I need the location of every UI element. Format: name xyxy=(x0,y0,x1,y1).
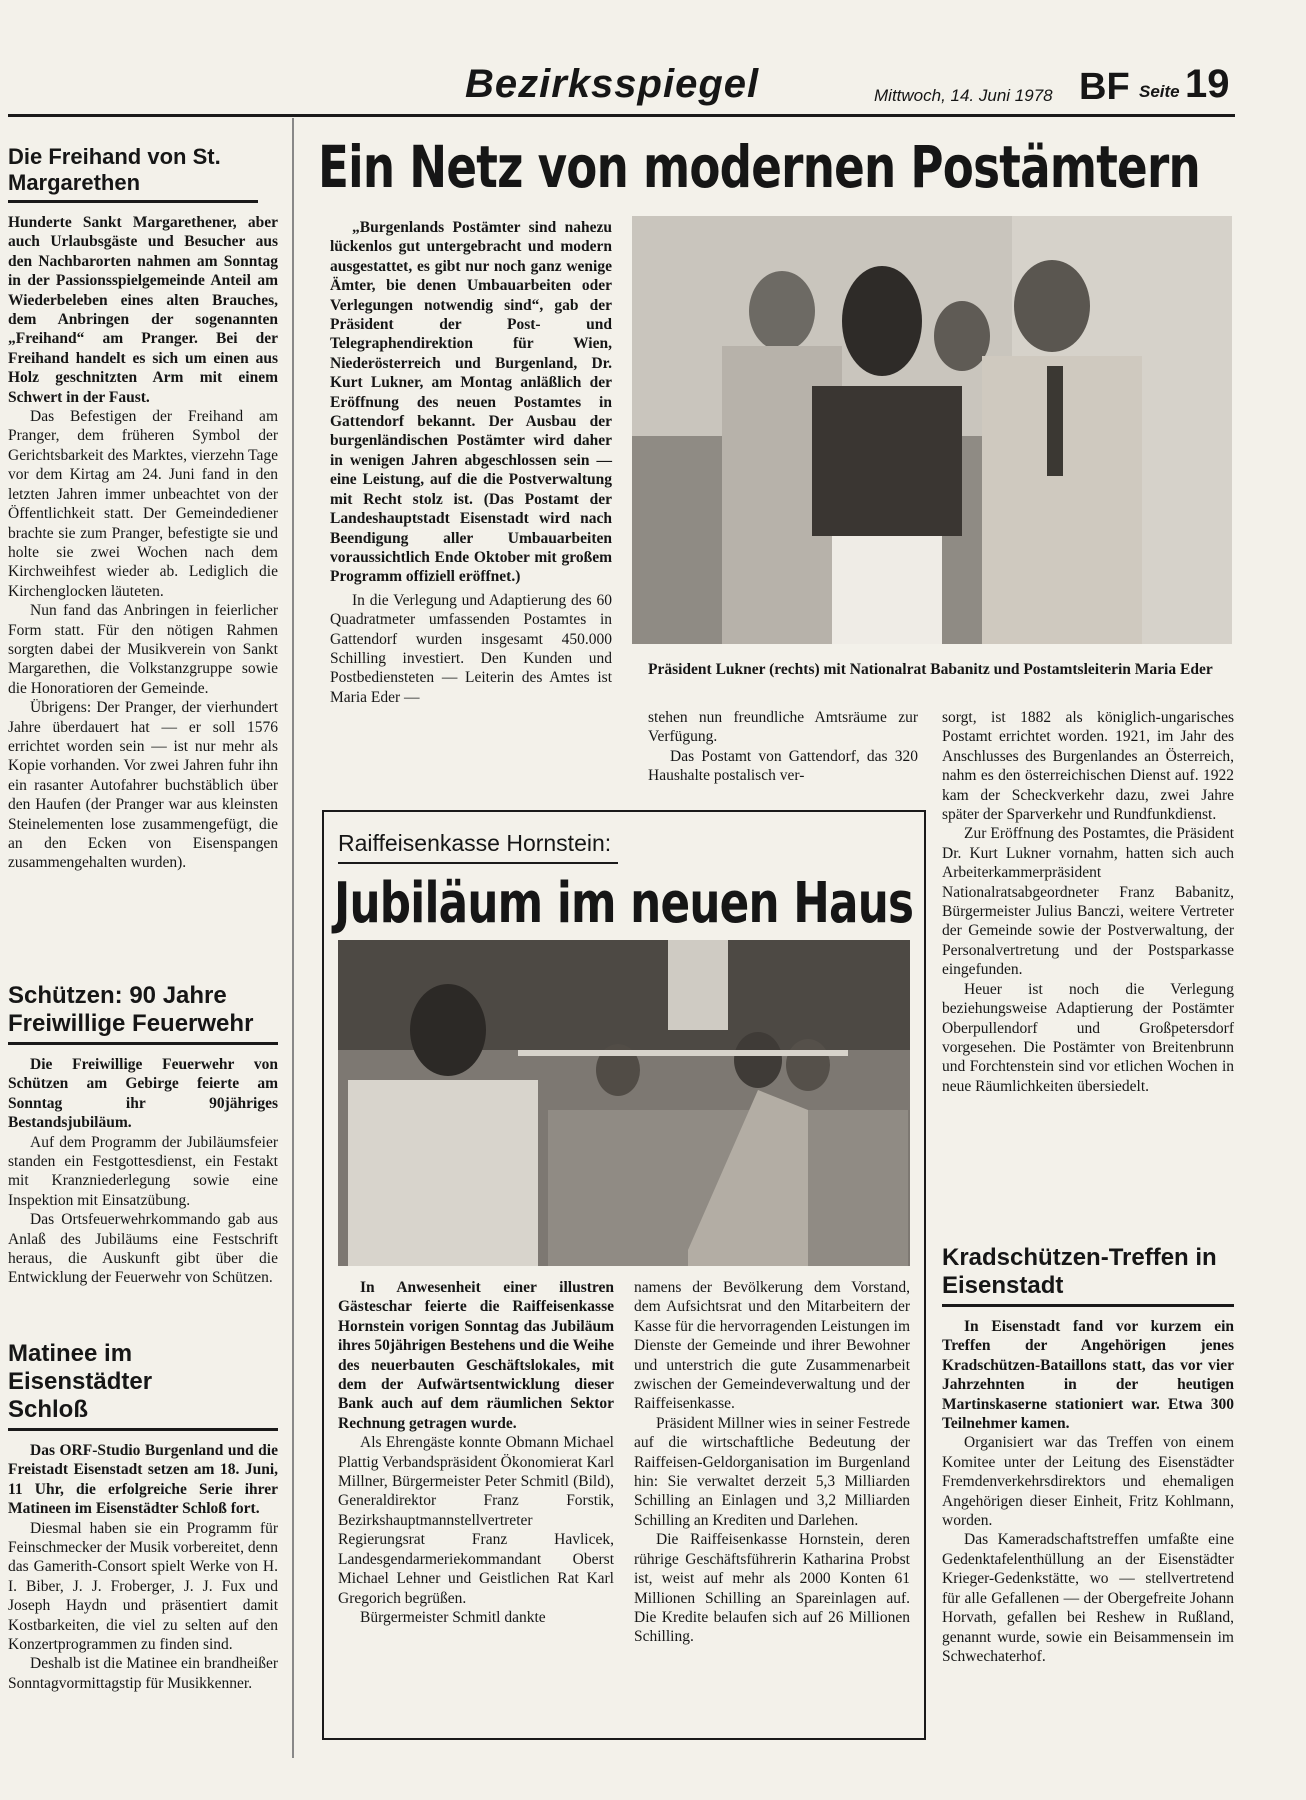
headline-rule xyxy=(8,1042,278,1045)
headline-rule xyxy=(8,200,258,203)
issue-date: Mittwoch, 14. Juni 1978 xyxy=(874,86,1053,105)
freihand-article xyxy=(8,144,278,873)
raiffeisen-box xyxy=(322,810,926,1740)
matinee-headline: Matinee im Eisenstädter Schloß xyxy=(8,1340,153,1423)
matinee-body xyxy=(8,1441,278,1693)
postamt-right-column xyxy=(942,708,1234,1096)
postamt-paragraph: sorgt, ist 1882 als königlich-ungarisches Postamt errichtet worden. 1921, im Jahr des Anschlusses des Burgenlandes an Österreich, nahm es den österreichischen Dienst auf. 1922 kam der Scheckverkehr dazu, zwei Jahre später der Sparverkehr und Rundfunkdienst. xyxy=(942,709,1234,824)
raiffeisen-right-column xyxy=(634,1278,910,1647)
raiffeisen-paragraph: Präsident Millner wies in seiner Festrede auf die wirtschaftliche Bedeutung der Raiffeisen-Geldorganisation im Burgenland hin: Sie verwaltet derzeit 5,3 Milliarden Schilling an Einlagen und 3,2 Milliarden Schilling an Krediten und Darlehen. xyxy=(634,1414,910,1529)
postamt-headline: Ein Netz von modernen Postämtern xyxy=(318,133,1200,201)
section-title: Bezirksspiegel xyxy=(465,62,760,106)
matinee-article xyxy=(8,1340,278,1693)
page-number: 19 xyxy=(1185,62,1230,106)
raiffeisen-lead: In Anwesenheit einer illustren Gästeschar feierte die Raiffeisenkasse Hornstein vorigen Sonntag das Jubiläum ihres 50jährigen Bestehens und die Weihe des neuerbauten Geschäftslokales, mit dem der Aufwärtsentwicklung dieser Bank auch auf dem räumlichen Sektor Rechnung getragen wurde. xyxy=(338,1279,614,1432)
schuetzen-headline: Schützen: 90 Jahre Freiwillige Feuerwehr xyxy=(8,982,254,1037)
raiffeisen-paragraph: Bürgermeister Schmitl dankte xyxy=(360,1608,546,1626)
headline-rule xyxy=(942,1304,1234,1307)
schuetzen-paragraph: Das Ortsfeuerwehrkommando gab aus Anlaß des Jubiläums eine Festschrift heraus, die Auskunft gibt über die Entwicklung der Feuerwehr von Schützen. xyxy=(8,1211,278,1287)
photo-graphic xyxy=(632,216,1232,644)
postamt-paragraph: Das Postamt von Gattendorf, das 320 Haushalte postalisch ver- xyxy=(648,747,918,785)
raiffeisen-paragraph: namens der Bevölkerung dem Vorstand, dem Aufsichtsrat und den Mitarbeitern der Kasse für die hervorragenden Leistungen im Dienste der Gemeinde und ihrer Bewohner und unterstrich die gute Zusammenarbeit zwischen der Gemeindeverwaltung und der Raiffeisenkasse. xyxy=(634,1279,910,1413)
photo-graphic xyxy=(338,940,910,1266)
kradschuetzen-paragraph: Das Kameradschaftstreffen umfaßte eine Gedenktafelenthüllung an der Eisenstädter Krieger-Gedenkstätte, wo — stellvertretend für alle Gefallenen — der Obergefreite Johann Horvath, gefallen bei Reshew in Rußland, genannt wurde, sowie ein Beisammensein im Schwechaterhof. xyxy=(942,1531,1234,1665)
raiffeisen-paragraph: Als Ehrengäste konnte Obmann Michael Plattig Verbandspräsident Ökonomierat Karl Millner, Bürgermeister Peter Schmitl (Bild), Generaldirektor Franz Forstik, Bezirkshauptmannstellvertreter Regierungsrat Franz Havlicek, Landesgendarmeriekommandant Oberst Michael Lehner und Geistlichen Rat Karl Gregorich begrüßen. xyxy=(338,1434,614,1607)
raiffeisen-left-column xyxy=(338,1278,614,1627)
schuetzen-paragraph: Auf dem Programm der Jubiläumsfeier standen ein Festgottesdienst, ein Festakt mit Kranzniederlegung sowie eine Inspektion mit Einsatzübung. xyxy=(8,1133,278,1209)
raiffeisen-headline: Jubiläum im neuen Haus xyxy=(334,871,914,936)
matinee-paragraph: Deshalb ist die Matinee ein brandheißer Sonntagvormittagstip für Musikkenner. xyxy=(8,1655,278,1692)
matinee-lead: Das ORF-Studio Burgenland und die Freistadt Eisenstadt setzen am 18. Juni, 11 Uhr, die erfolgreiche Serie ihrer Matineen im Eisenstädter Schloß fort. xyxy=(8,1442,278,1518)
freihand-paragraph: Nun fand das Anbringen in feierlicher Form statt. Für den nötigen Rahmen sorgten dabei der Musikverein von Sankt Margarethen, die Volkstanzgruppe sowie die Honoratioren der Gemeinde. xyxy=(8,602,278,697)
paper-logo: BF xyxy=(1079,66,1130,108)
kradschuetzen-paragraph: Organisiert war das Treffen von einem Komitee unter der Leitung des Eisenstädter Fremdenverkehrsdirektors und ehemaligen Angehörigen dieser Einheit, Fritz Kohlmann, worden. xyxy=(942,1434,1234,1530)
freihand-headline: Die Freihand von St. Margarethen xyxy=(8,144,221,195)
raiffeisen-paragraph: Die Raiffeisenkasse Hornstein, deren rührige Geschäftsführerin Katharina Probst ist, weist auf mehr als 2000 Konten 61 Millionen Schilling an Spareinlagen auf. Die Kredite belaufen sich auf 26 Millionen Schilling. xyxy=(634,1531,910,1646)
postamt-paragraph: Heuer ist noch die Verlegung beziehungsweise Adaptierung der Postämter Oberpullendorf und Großpetersdorf vorgesehen. Die Postämter von Breitenbrunn und Forchtenstein sind vor etlichen Wochen in neue Räumlichkeiten übersiedelt. xyxy=(942,980,1234,1095)
postamt-paragraph: In die Verlegung und Adaptierung des 60 Quadratmeter umfassenden Postamtes in Gattendorf wurden insgesamt 450.000 Schilling investiert. Den Kunden und Postbediensteten — Leiterin des Amtes ist Maria Eder — xyxy=(330,591,612,706)
page-label: Seite xyxy=(1139,82,1180,101)
postamt-photo xyxy=(632,216,1232,644)
kicker-rule xyxy=(338,862,618,864)
raiffeisen-photo xyxy=(338,940,910,1266)
kradschuetzen-lead: In Eisenstadt fand vor kurzem ein Treffen der Angehörigen jenes Kradschützen-Bataillons statt, das vor vier Jahrzehnten in der heutigen Martinskaserne stationiert war. Etwa 300 Teilnehmer kamen. xyxy=(942,1318,1234,1433)
kradschuetzen-article xyxy=(942,1244,1234,1666)
postamt-lead-column xyxy=(330,218,612,707)
postamt-caption: Präsident Lukner (rechts) mit Nationalrat Babanitz und Postamtsleiterin Maria Eder xyxy=(648,661,1213,678)
matinee-paragraph: Diesmal haben sie ein Programm für Feinschmecker der Musik vorbereitet, denn das Gamerith-Consort spielt Werke von H. I. Biber, J. J. Froberger, J. J. Fux und Joseph Haydn und präsentiert damit Kostbarkeiten, die viel zu selten auf den Konzertprogrammen zu finden sind. xyxy=(8,1519,278,1654)
schuetzen-lead: Die Freiwillige Feuerwehr von Schützen am Gebirge feierte am Sonntag ihr 90jähriges Bestandsjubiläum. xyxy=(8,1056,278,1132)
kradschuetzen-body xyxy=(942,1317,1234,1666)
postamt-lead: „Burgenlands Postämter sind nahezu lückenlos gut untergebracht und modern ausgestattet, es gibt nur noch ganz wenige Ämter, bie denen Umbauarbeiten oder Verlegungen notwendig sind“, gab der Präsident der Post- und Telegraphendirektion für Wien, Niederösterreich und Burgenland, Dr. Kurt Lukner, am Montag anläßlich der Eröffnung des neuen Postamtes in Gattendorf bekannt. Der Ausbau der burgenländischen Postämter wird daher in wenigen Jahren abgeschlossen sein — eine Leistung, auf die die Postverwaltung mit Recht stolz ist. (Das Postamt der Landeshauptstadt Eisenstadt wird nach Beendigung aller Umbauarbeiten voraussichtlich Ende Oktober mit großem Programm offiziell eröffnet.) xyxy=(330,219,612,586)
kradschuetzen-headline: Kradschützen-Treffen in Eisenstadt xyxy=(942,1244,1217,1299)
raiffeisen-kicker: Raiffeisenkasse Hornstein: xyxy=(338,830,612,856)
column-divider xyxy=(292,118,294,1758)
freihand-paragraph: Das Befestigen der Freihand am Pranger, dem früheren Symbol der Gerichtsbarkeit des Marktes, vierzehn Tage vor dem Kirtag am 24. Juni fand in den letzten Jahren immer unbeachtet von der Öffentlichkeit statt. Der Gemeindediener brachte sie zum Pranger, befestigte sie und holte sie zwei Wochen nach dem Kirchweihfest wieder ab. Lediglich die Kirchenglocken läuteten. xyxy=(8,408,278,600)
postamt-paragraph: Zur Eröffnung des Postamtes, die Präsident Dr. Kurt Lukner vornahm, hatten sich auch Arbeiterkammerpräsident Nationalratsabgeordneter Franz Babanitz, Bürgermeister Julius Banczi, weitere Vertreter der Gemeinde sowie der Postverwaltung, der Personalvertretung und der Postsparkasse eingefunden. xyxy=(942,825,1234,979)
masthead-rule xyxy=(8,114,1235,117)
postamt-paragraph: stehen nun freundliche Amtsräume zur Verfügung. xyxy=(648,709,918,746)
postamt-middle-column xyxy=(648,708,918,786)
freihand-paragraph: Übrigens: Der Pranger, der vierhundert Jahre überdauert hat — er soll 1576 errichtet worden sein — ist nur mehr als Kopie vorhanden. Vor zwei Jahren fuhr ihn ein rasanter Autofahrer buchstäblich über den Haufen (der Pranger war aus kleinsten Steinelementen lose zusammengefügt, die an den Ecken von Eisenspangen zusammengehalten wurden). xyxy=(8,699,278,872)
freihand-body xyxy=(8,213,278,873)
freihand-lead: Hunderte Sankt Margarethener, aber auch Urlaubsgäste und Besucher aus den Nachbarorten nahmen am Sonntag in der Passionsspielgemeinde Anteil am Wiederbeleben eines alten Brauches, dem Anbringen der sogenannten „Freihand“ am Pranger. Bei der Freihand handelt es sich um einen aus Holz geschnitzten Arm mit einem Schwert in der Faust. xyxy=(8,214,278,406)
schuetzen-body xyxy=(8,1055,278,1288)
headline-rule xyxy=(8,1428,278,1431)
schuetzen-article xyxy=(8,982,278,1288)
